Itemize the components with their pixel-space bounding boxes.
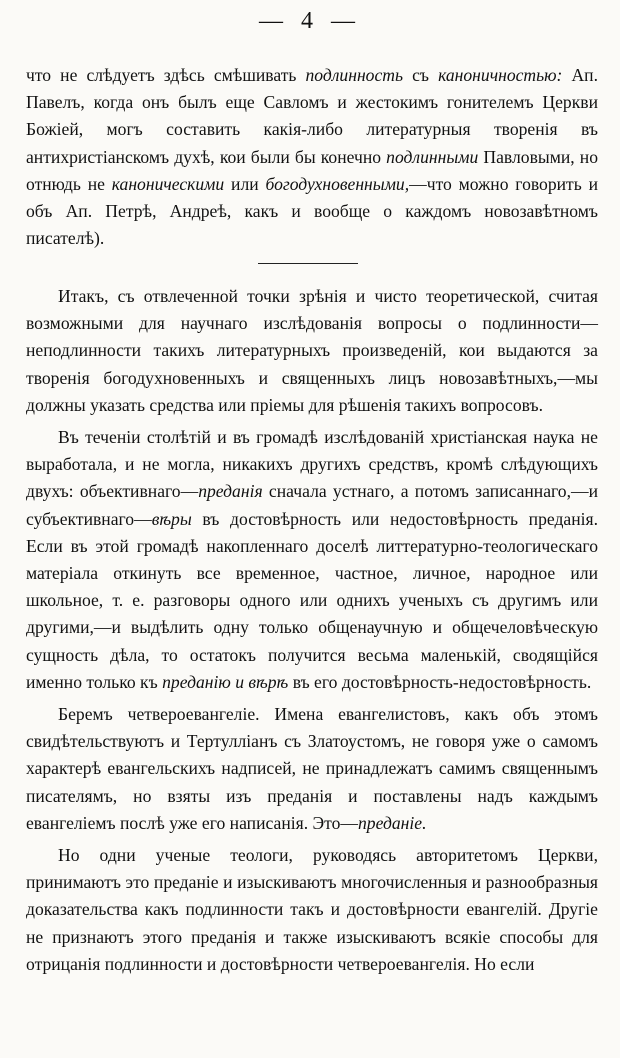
text-run: Въ теченіи столѣтій и въ громадѣ изслѣдованій христіанская наука не выработала, и не могла, никакихъ другихъ средствъ, кромѣ слѣдующихъ двухъ: объективнаго—	[26, 427, 598, 502]
text-run: что не слѣдуетъ здѣсь смѣшивать	[26, 65, 306, 85]
text-run: Беремъ четвероевангеліе. Имена евангелистовъ, какъ объ этомъ свидѣтельствуютъ и Тертулліанъ съ Златоустомъ, не говоря уже о самомъ характерѣ евангельскихъ надписей, не принадлежатъ самимъ священнымъ писателямъ, но взяты изъ преданія и поставлены надъ каждымъ евангеліемъ послѣ уже его написанія. Это—	[26, 704, 598, 833]
paragraph	[26, 424, 598, 696]
italic-run: подлинными	[386, 146, 479, 167]
paragraph	[26, 701, 598, 837]
paragraph: Но одни ученые теологи, руководясь авторитетомъ Церкви, принимаютъ это преданіе и изыскиваютъ многочисленныя и разнообразныя доказательства какъ подлинности такъ и достовѣрности евангелій. Другіе не признаютъ этого преданія и также изыскиваютъ всякіе способы для отрицанія подлинности и достовѣрности четвероевангелія. Но если	[26, 845, 598, 974]
italic-run: богодухновенными,	[265, 173, 410, 194]
paragraph	[26, 62, 598, 252]
text-run: въ его достовѣрность-недостовѣрность.	[288, 671, 592, 692]
text-run: —что можно говорить и объ Ап. Петрѣ, Андреѣ, какъ и вообще о каждомъ новозавѣтномъ писателѣ).	[26, 173, 598, 249]
text-run: въ достовѣрность или недостовѣрность преданія. Если въ этой громадѣ накопленнаго доселѣ литтературно-теологическаго матеріала откинуть все временное, частное, личное, народное или школьное, т. е. разговоры одного или однихъ ученыхъ съ другимъ или другими,—и выдѣлить одну только общенаучную и общечеловѣческую сущность дѣла, то остатокъ получится весьма маленькій, сводящійся именно только къ	[26, 508, 598, 692]
page-number: — 4 —	[259, 8, 361, 34]
text-run: сначала устнаго, а потомъ записаннаго,—и субъективнаго—	[26, 481, 598, 529]
text-run: Павловыми, но отнюдь не	[26, 146, 598, 194]
italic-run: каноничностью:	[438, 65, 563, 85]
footnote-continuation	[26, 62, 598, 252]
italic-run: подлинность	[305, 65, 404, 85]
italic-run: каноническими	[111, 173, 225, 194]
italic-run: преданію и вѣрѣ	[162, 671, 289, 692]
italic-run: преданія	[198, 481, 263, 502]
text-run: съ	[403, 65, 439, 85]
italic-run: вѣры	[151, 508, 192, 529]
text-run: или	[224, 173, 266, 194]
paragraph: Итакъ, съ отвлеченной точки зрѣнія и чисто теоретической, считая возможными для научнаго изслѣдованія вопросы о подлинности—неподлинности такихъ литературныхъ произведеній, кои выдаются за творенія богодухновенныхъ и священныхъ лицъ новозавѣтныхъ,—мы должны указать средства или пріемы для рѣшенія такихъ вопросовъ.	[26, 286, 598, 415]
main-text	[26, 283, 598, 983]
section-divider	[258, 263, 358, 264]
italic-run: преданіе.	[358, 812, 427, 833]
text-run: Ап. Павелъ, когда онъ былъ еще Савломъ и жестокимъ гонителемъ Церкви Божіей, могъ составить какія-либо литературныя творенія въ антихристіанскомъ духѣ, кои были бы конечно	[26, 65, 598, 167]
